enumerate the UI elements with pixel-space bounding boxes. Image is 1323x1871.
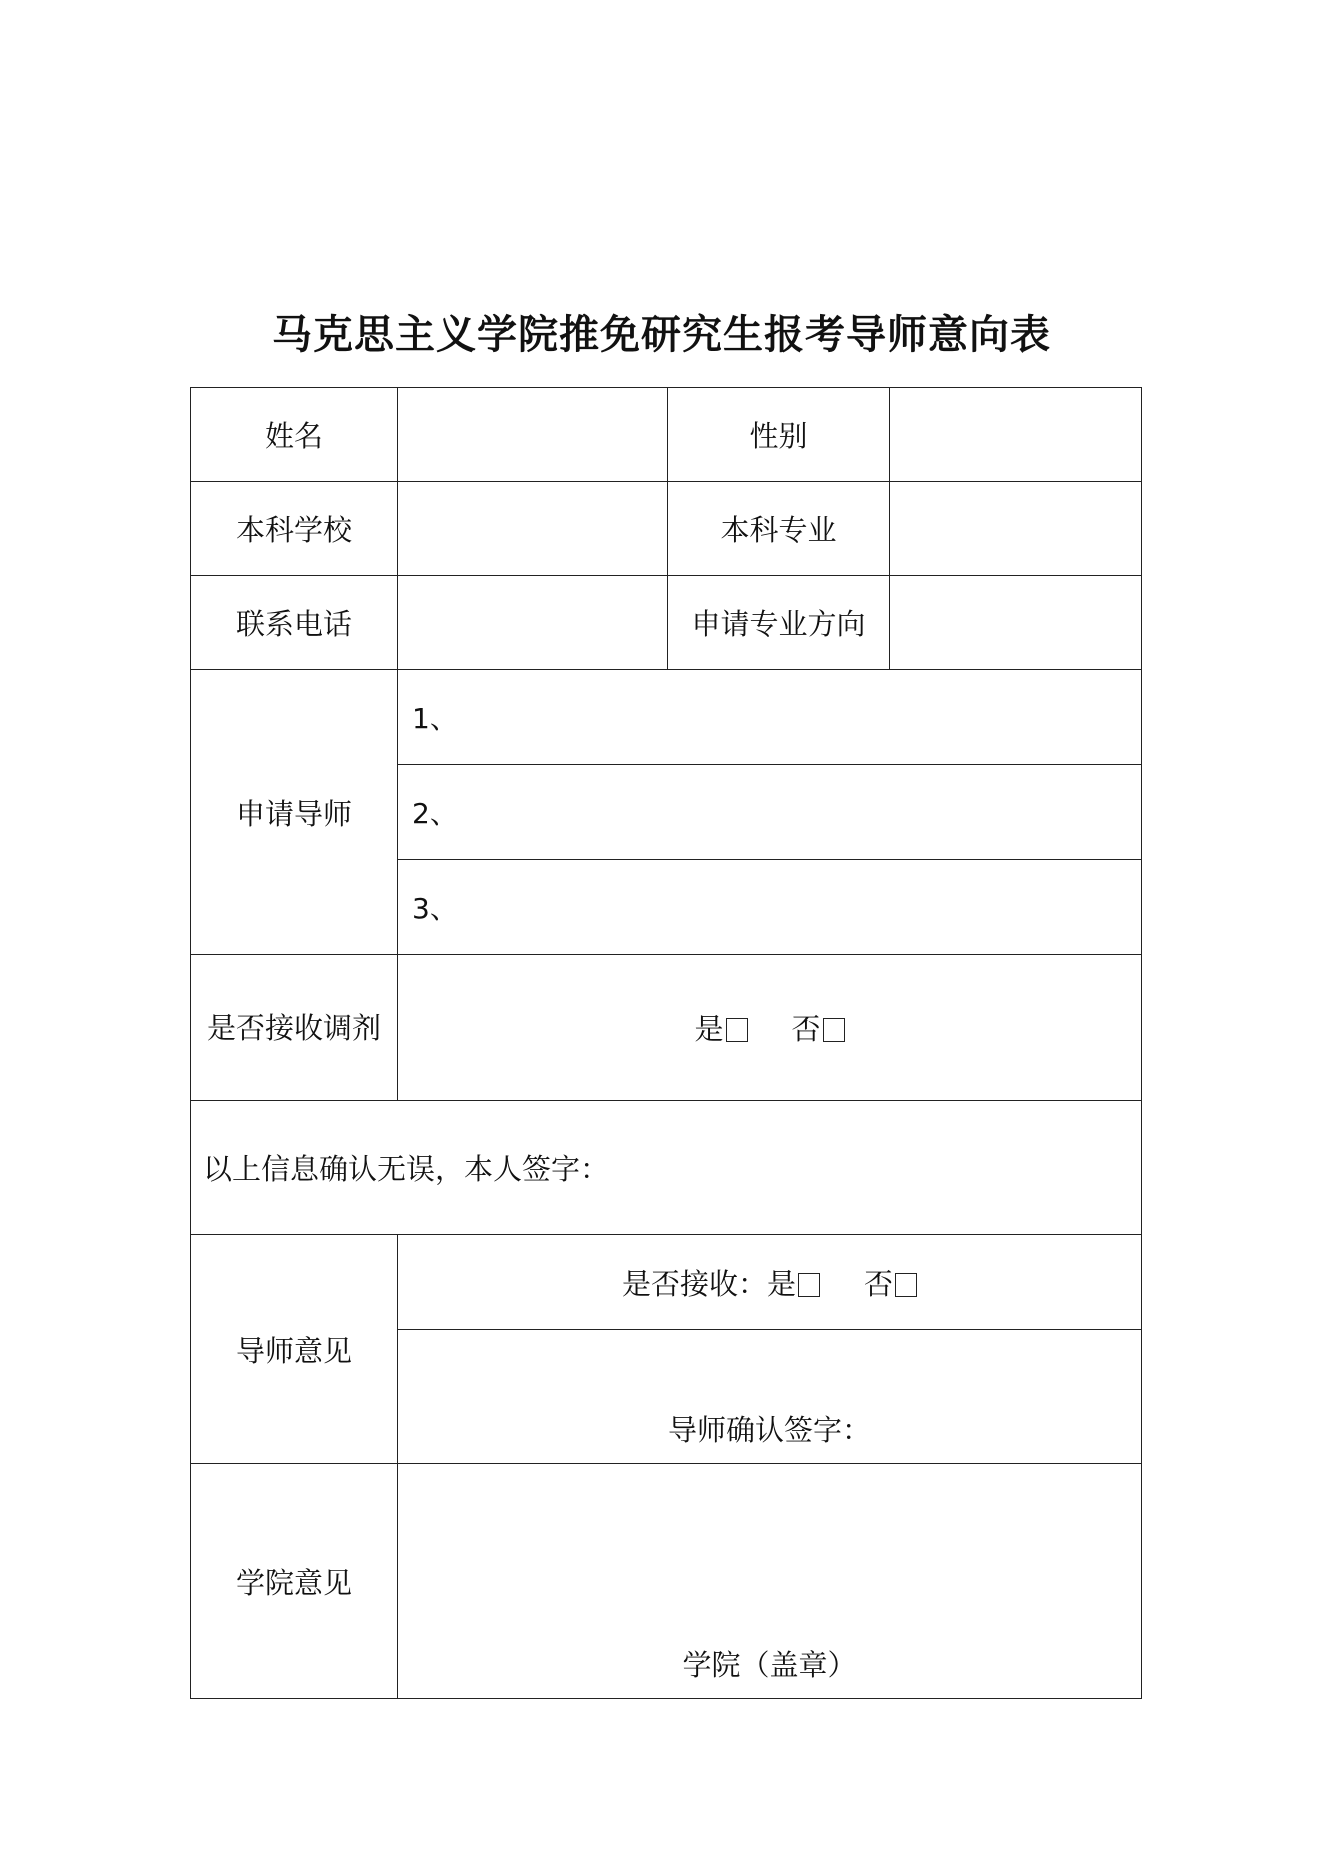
undergrad-major-field[interactable] — [890, 482, 1142, 576]
undergrad-school-label: 本科学校 — [191, 482, 398, 576]
advisor-label: 申请导师 — [191, 670, 398, 955]
adjustment-yes-label: 是 — [694, 1012, 724, 1046]
row-advisor-accept — [191, 1235, 1142, 1330]
college-seal-label: 学院（盖章） — [682, 1648, 857, 1682]
adjustment-choice — [398, 955, 1142, 1101]
advisor-accept-yes-checkbox[interactable] — [798, 1273, 820, 1297]
adjustment-no-checkbox[interactable] — [823, 1018, 845, 1042]
phone-label: 联系电话 — [191, 576, 398, 670]
advisor-field-2[interactable]: 2、 — [398, 765, 1142, 860]
advisor-accept-no-checkbox[interactable] — [895, 1273, 917, 1297]
advisor-signature-label: 导师确认签字： — [667, 1413, 871, 1447]
row-name-gender — [191, 388, 1142, 482]
advisor-accept-choice — [398, 1235, 1142, 1330]
row-advisor-1 — [191, 670, 1142, 765]
name-label: 姓名 — [191, 388, 398, 482]
advisor-field-3[interactable]: 3、 — [398, 860, 1142, 955]
undergrad-school-field[interactable] — [398, 482, 668, 576]
advisor-field-1[interactable]: 1、 — [398, 670, 1142, 765]
adjustment-label: 是否接收调剂 — [191, 955, 398, 1101]
advisor-accept-no-label: 否 — [864, 1266, 894, 1301]
adjustment-yes-checkbox[interactable] — [726, 1018, 748, 1042]
college-opinion-label: 学院意见 — [191, 1464, 398, 1699]
row-adjustment — [191, 955, 1142, 1101]
adjustment-no-label: 否 — [791, 1012, 821, 1046]
undergrad-major-label: 本科专业 — [668, 482, 890, 576]
college-opinion-field[interactable] — [398, 1464, 1142, 1699]
advisor-opinion-label: 导师意见 — [191, 1235, 398, 1464]
row-confirmation — [191, 1101, 1142, 1235]
page-title: 马克思主义学院推免研究生报考导师意向表 — [272, 312, 1051, 358]
application-form-table — [190, 387, 1142, 1699]
applied-direction-field[interactable] — [890, 576, 1142, 670]
phone-field[interactable] — [398, 576, 668, 670]
gender-label: 性别 — [668, 388, 890, 482]
row-school-major — [191, 482, 1142, 576]
applied-direction-label: 申请专业方向 — [668, 576, 890, 670]
name-field[interactable] — [398, 388, 668, 482]
row-phone-direction — [191, 576, 1142, 670]
row-college-opinion — [191, 1464, 1142, 1699]
advisor-signature-field[interactable] — [398, 1330, 1142, 1464]
confirmation-text: 以上信息确认无误，本人签字： — [203, 1152, 610, 1186]
advisor-accept-prompt: 是否接收：是 — [621, 1266, 796, 1301]
gender-field[interactable] — [890, 388, 1142, 482]
confirmation-signature-field[interactable] — [191, 1101, 1142, 1235]
